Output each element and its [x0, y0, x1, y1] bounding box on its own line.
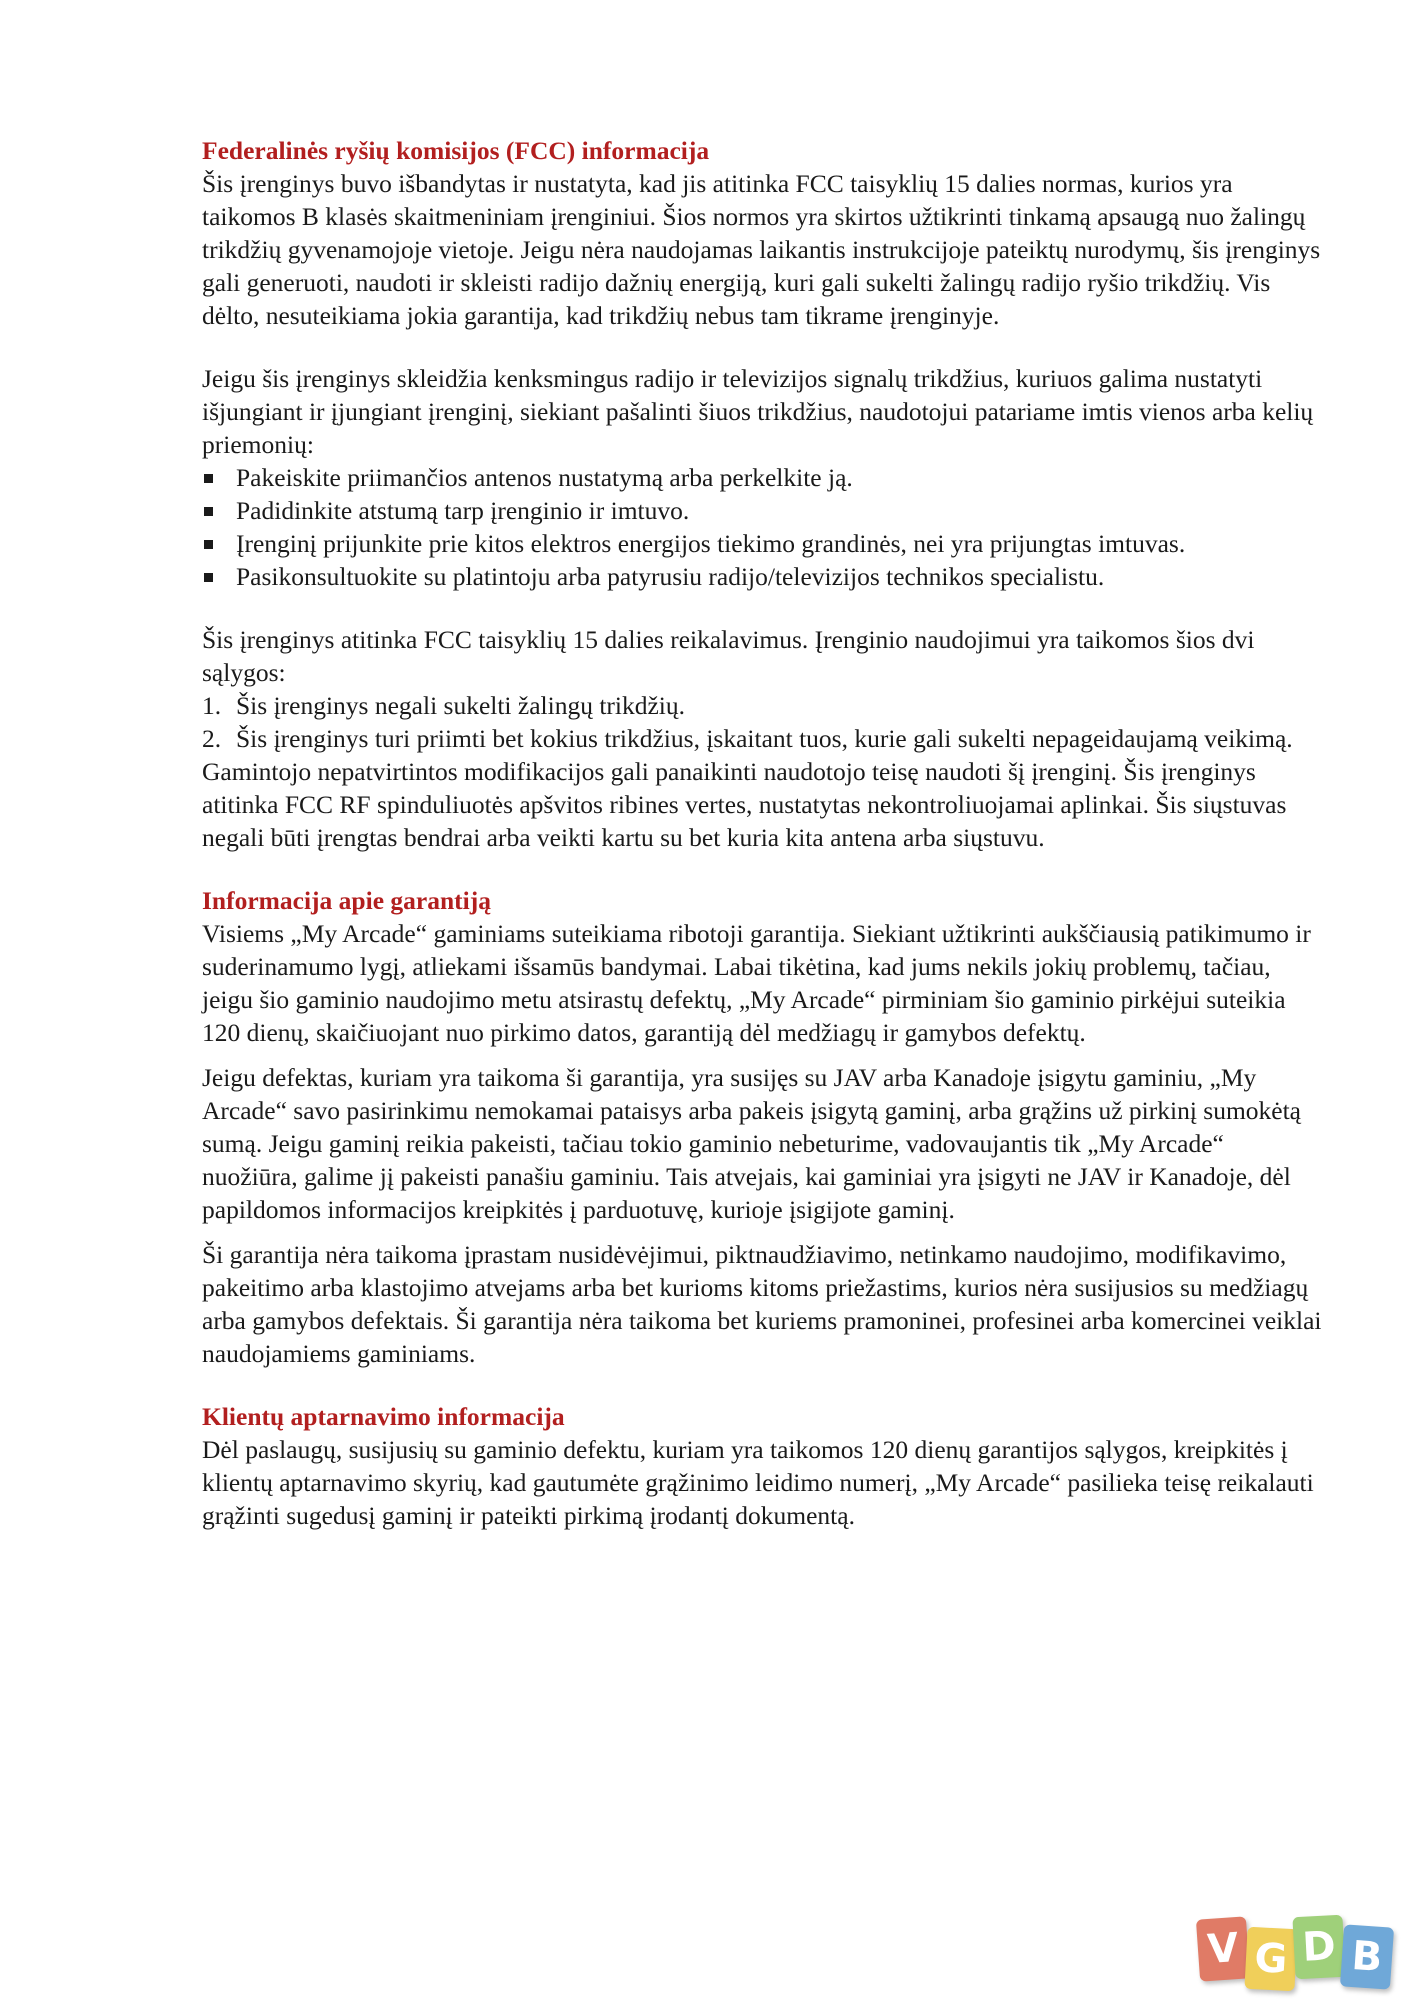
logo-letter: G [1253, 1935, 1289, 1983]
logo-tile-v [1196, 1916, 1250, 1981]
list-item-text: Šis įrenginys turi priimti bet kokius trikdžius, įskaitant tuos, kurie gali sukelti nepageidaujamą veikimą. [236, 724, 1293, 753]
fcc-measures-list [202, 461, 1322, 593]
logo-letter: B [1350, 1932, 1384, 1982]
fcc-paragraph-2: Jeigu šis įrenginys skleidžia kenksmingus radijo ir televizijos signalų trikdžius, kuriuos galima nustatyti išjungiant ir įjungiant įrenginį, siekiant pašalinti šiuos trikdžius, naudotojui patariame imtis vienos arba kelių priemonių: [202, 364, 1314, 459]
list-item [202, 722, 1322, 755]
list-item: Pasikonsultuokite su platintoju arba patyrusiu radijo/televizijos technikos specialistu. [202, 560, 1322, 593]
warranty-heading: Informacija apie garantiją [202, 886, 491, 915]
fcc-heading: Federalinės ryšių komisijos (FCC) informacija [202, 136, 710, 165]
warranty-paragraph-3: Ši garantija nėra taikoma įprastam nusidėvėjimui, piktnaudžiavimo, netinkamo naudojimo, modifikavimo, pakeitimo arba klastojimo atvejams arba bet kurioms kitoms priežastims, kurios nėra susijusios su medžiagų arba gamybos defektais. Ši garantija nėra taikoma bet kuriems pramoninei, profesinei arba komercinei veiklai naudojamiems gaminiams. [202, 1240, 1322, 1368]
logo-letter: D [1301, 1923, 1337, 1971]
support-heading: Klientų aptarnavimo informacija [202, 1402, 565, 1431]
document-page [202, 134, 1322, 1532]
fcc-paragraph-4: Gamintojo nepatvirtintos modifikacijos gali panaikinti naudotojo teisę naudoti šį įrenginį. Šis įrenginys atitinka FCC RF spinduliuotės apšvitos ribines vertes, nustatytas nekontroliuojamai aplinkai. Šis siųstuvas negali būti įrengtas bendrai arba veikti kartu su bet kuria kita antena arba siųstuvu. [202, 757, 1287, 852]
logo-tile-b [1340, 1924, 1394, 1989]
logo-tile-g [1244, 1927, 1297, 1992]
list-number: 1. [202, 691, 222, 720]
list-item [202, 689, 1322, 722]
fcc-paragraph-3: Šis įrenginys atitinka FCC taisyklių 15 dalies reikalavimus. Įrenginio naudojimui yra taikomos šios dvi sąlygos: [202, 625, 1255, 687]
list-item-text: Šis įrenginys negali sukelti žalingų trikdžių. [236, 691, 686, 720]
warranty-paragraph-2: Jeigu defektas, kuriam yra taikoma ši garantija, yra susijęs su JAV arba Kanadoje įsigytu gaminiu, „My Arcade“ savo pasirinkimu nemokamai pataisys arba pakeis įsigytą gaminį, arba grąžins už pirkinį sumokėtą sumą. Jeigu gaminį reikia pakeisti, tačiau tokio gaminio nebeturime, vadovaujantis tik „My Arcade“ nuožiūra, galime jį pakeisti panašiu gaminiu. Tais atvejais, kai gaminiai yra įsigyti ne JAV ir Kanadoje, dėl papildomos informacijos kreipkitės į parduotuvę, kurioje įsigijote gaminį. [202, 1063, 1302, 1224]
logo-letter: V [1205, 1924, 1241, 1974]
support-paragraph: Dėl paslaugų, susijusių su gaminio defektu, kuriam yra taikomos 120 dienų garantijos sąlygos, kreipkitės į klientų aptarnavimo skyrių, kad gautumėte grąžinimo leidimo numerį, „My Arcade“ pasilieka teisę reikalauti grąžinti sugedusį gaminį ir pateikti pirkimą įrodantį dokumentą. [202, 1435, 1314, 1530]
logo-tile-d [1292, 1915, 1345, 1980]
fcc-paragraph-1: Šis įrenginys buvo išbandytas ir nustatyta, kad jis atitinka FCC taisyklių 15 dalies normas, kurios yra taikomos B klasės skaitmeniniam įrenginiui. Šios normos yra skirtos užtikrinti tinkamą apsaugą nuo žalingų trikdžių gyvenamojoje vietoje. Jeigu nėra naudojamas laikantis instrukcijoje pateiktų nurodymų, šis įrenginys gali generuoti, naudoti ir skleisti radijo dažnių energiją, kuri gali sukelti žalingų radijo ryšio trikdžių. Vis dėlto, nesuteikiama jokia garantija, kad trikdžių nebus tam tikrame įrenginyje. [202, 169, 1321, 330]
list-number: 2. [202, 724, 222, 753]
vgdb-logo [1198, 1912, 1398, 1992]
list-item: Padidinkite atstumą tarp įrenginio ir imtuvo. [202, 494, 1322, 527]
list-item: Įrenginį prijunkite prie kitos elektros energijos tiekimo grandinės, nei yra prijungtas imtuvas. [202, 527, 1322, 560]
list-item: Pakeiskite priimančios antenos nustatymą arba perkelkite ją. [202, 461, 1322, 494]
warranty-paragraph-1: Visiems „My Arcade“ gaminiams suteikiama ribotoji garantija. Siekiant užtikrinti aukščiausią patikimumo ir suderinamumo lygį, atliekami išsamūs bandymai. Labai tikėtina, kad jums nekils jokių problemų, tačiau, jeigu šio gaminio naudojimo metu atsirastų defektų, „My Arcade“ pirminiam šio gaminio pirkėjui suteikia 120 dienų, skaičiuojant nuo pirkimo datos, garantiją dėl medžiagų ir gamybos defektų. [202, 919, 1311, 1047]
fcc-conditions-list [202, 689, 1322, 755]
